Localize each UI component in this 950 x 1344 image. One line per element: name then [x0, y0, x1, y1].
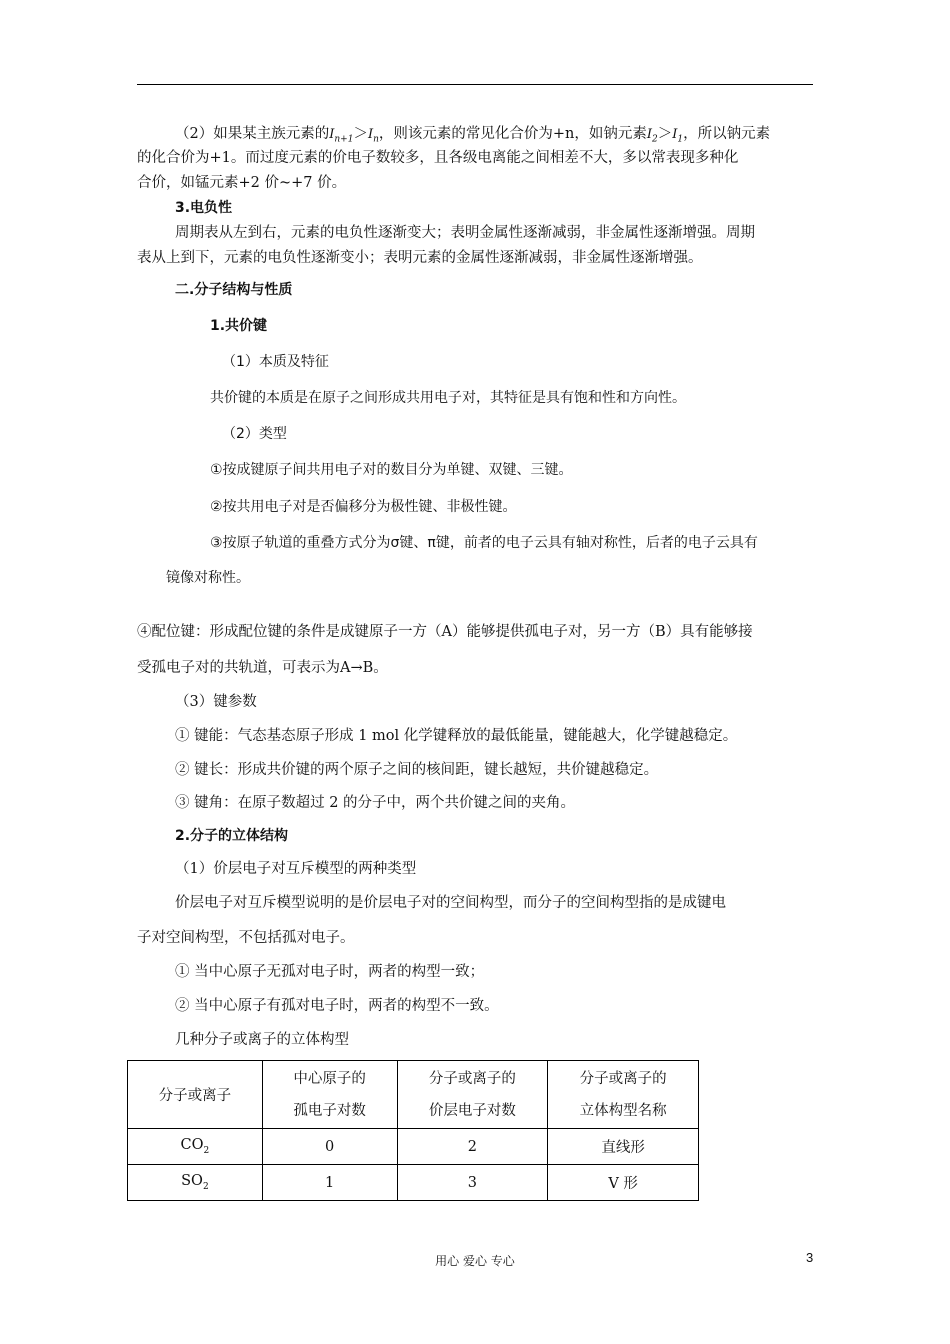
covalent-type-3a: ③按原子轨道的重叠方式分为σ键、π键，前者的电子云具有轴对称性，后者的电子云具有 [210, 535, 758, 551]
ionization-symbol: $I_n$ [367, 127, 379, 145]
electronegativity-line-1: 周期表从左到右，元素的电负性逐渐变大；表明金属性逐渐减弱，非金属性逐渐增强。周期 [175, 225, 755, 241]
ionization-text-c: ，所以钠元素 [683, 126, 771, 142]
table-row [128, 1129, 699, 1165]
table-cell-valence-pairs: 3 [397, 1165, 548, 1201]
table-caption: 几种分子或离子的立体构型 [175, 1032, 349, 1048]
table-cell-lone-pairs: 0 [262, 1129, 397, 1165]
covalent-essence-text: 共价键的本质是在原子之间形成共用电子对，其特征是具有饱和性和方向性。 [210, 390, 686, 406]
ionization-text-a: （2）如果某主族元素的 [175, 126, 330, 142]
bond-param-angle: ③ 键角：在原子数超过 2 的分子中，两个共价键之间的夹角。 [175, 795, 576, 811]
covalent-type-3b: 镜像对称性。 [166, 570, 250, 586]
table-header-cell: 中心原子的 孤电子对数 [262, 1061, 397, 1129]
table-cell-shape: 直线形 [548, 1129, 699, 1165]
covalent-type-2: ②按共用电子对是否偏移分为极性键、非极性键。 [210, 499, 517, 515]
gt-sign: ＞ [657, 126, 673, 142]
table-cell-shape: V 形 [548, 1165, 699, 1201]
page-number: 3 [806, 1250, 814, 1265]
table-row [128, 1165, 699, 1201]
vsepr-heading: （1）价层电子对互斥模型的两种类型 [175, 861, 417, 877]
bond-param-length: ② 键长：形成共价键的两个原子之间的核间距，键长越短，共价键越稳定。 [175, 762, 659, 778]
vsepr-desc-2: 子对空间构型，不包括孤对电子。 [137, 930, 355, 946]
vsepr-case-1: ① 当中心原子无孤对电子时，两者的构型一致； [175, 964, 485, 980]
structure-heading: 2.分子的立体结构 [175, 828, 289, 844]
ionization-line-1 [175, 124, 855, 150]
ionization-text-b: ，则该元素的常见化合价为+n，如钠元素 [378, 126, 647, 142]
table-header-cell: 分子或离子的 价层电子对数 [397, 1061, 548, 1129]
page-footer: 用心 爱心 专心 [435, 1254, 515, 1268]
electronegativity-line-2: 表从上到下，元素的电负性逐渐变小；表明元素的金属性逐渐减弱，非金属性逐渐增强。 [137, 250, 703, 266]
table-cell-formula: $SO_2$ [128, 1165, 263, 1201]
table-header-cell: 分子或离子 [128, 1061, 263, 1129]
ionization-line-2: 的化合价为+1。而过度元素的价电子数较多，且各级电离能之间相差不大，多以常表现多种化 [137, 150, 739, 166]
section-heading: 二.分子结构与性质 [175, 282, 293, 298]
covalent-type-4b: 受孤电子对的共轨道，可表示为A→B。 [137, 660, 388, 676]
vsepr-case-2: ② 当中心原子有孤对电子时，两者的构型不一致。 [175, 998, 499, 1014]
bond-params-heading: （3）键参数 [175, 694, 257, 710]
ionization-symbol: $I_1$ [672, 127, 684, 145]
table-cell-formula: $CO_2$ [128, 1129, 263, 1165]
ionization-line-3: 合价，如锰元素+2 价~+7 价。 [137, 175, 347, 191]
gt-sign: ＞ [353, 126, 368, 142]
ionization-symbol: $I_2$ [646, 127, 658, 145]
covalent-type-4a: ④配位键：形成配位键的条件是成键原子一方（A）能够提供孤电子对，另一方（B）具有能够接 [137, 624, 753, 640]
bond-param-energy: ① 键能：气态基态原子形成 1 mol 化学键释放的最低能量，键能越大，化学键越稳定。 [175, 728, 738, 744]
electronegativity-heading: 3.电负性 [175, 200, 233, 216]
geometry-table [127, 1060, 699, 1201]
covalent-type-1: ①按成键原子间共用电子对的数目分为单键、双键、三键。 [210, 462, 573, 478]
covalent-sub-types: （2）类型 [222, 426, 287, 442]
header-rule [137, 84, 813, 85]
table-cell-valence-pairs: 2 [397, 1129, 548, 1165]
table-header-cell: 分子或离子的 立体构型名称 [548, 1061, 699, 1129]
ionization-symbol: $I_{n+1}$ [329, 127, 354, 145]
vsepr-desc-1: 价层电子对互斥模型说明的是价层电子对的空间构型，而分子的空间构型指的是成键电 [175, 895, 726, 911]
table-cell-lone-pairs: 1 [262, 1165, 397, 1201]
table-header-row [128, 1061, 699, 1129]
covalent-sub-essence: （1）本质及特征 [222, 354, 329, 370]
covalent-heading: 1.共价键 [210, 318, 268, 334]
